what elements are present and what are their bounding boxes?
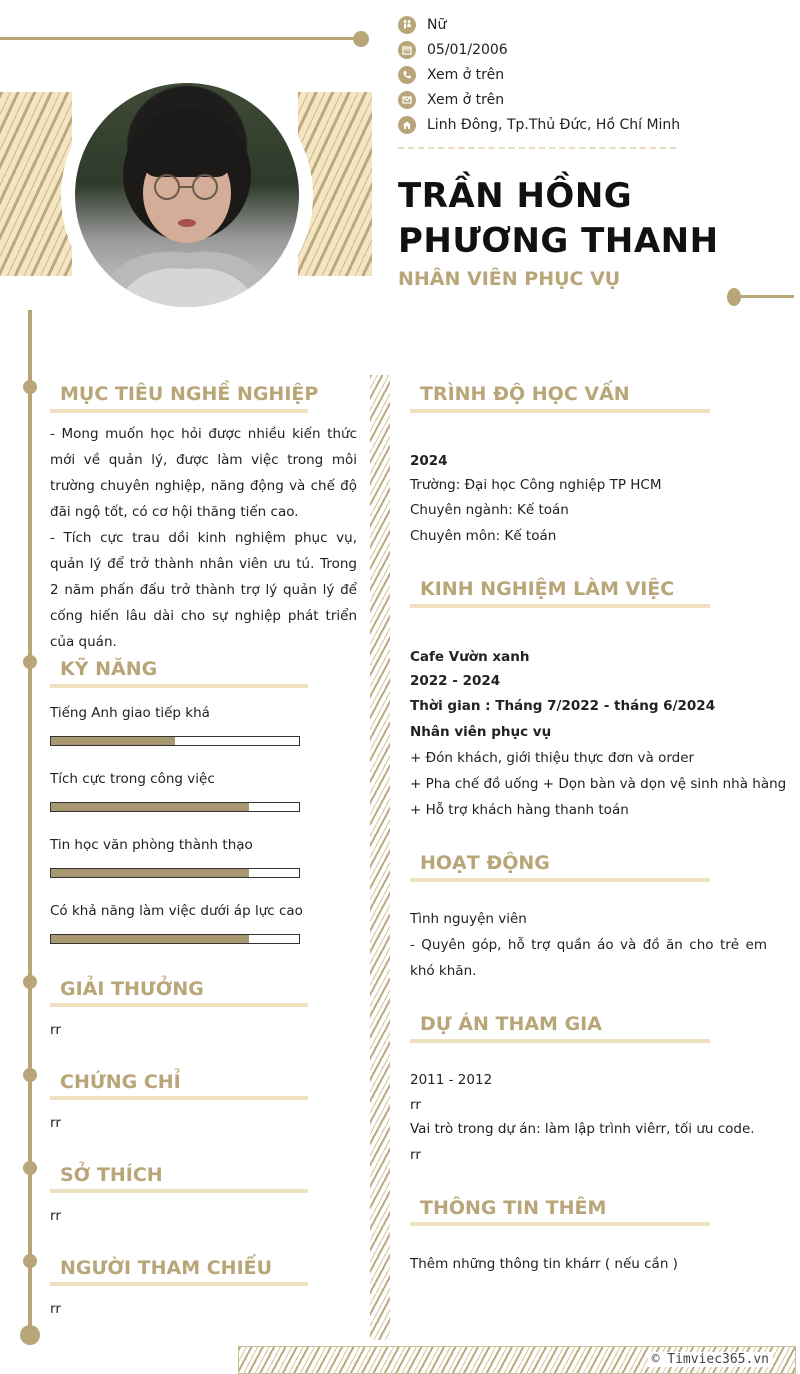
objective-paragraph-2: - Tích cực trau dồi kinh nghiệm phục vụ, quản lý để trở thành nhân viên ưu tú. Trong 2 năm phấn đấu trở thành trợ lý quản lý để cống hiến lâu dài cho sự nghiệp phát triển của quán. (50, 530, 357, 650)
activities-line-1: Tình nguyện viên (410, 911, 527, 927)
contact-address-text: Linh Đông, Tp.Thủ Đức, Hồ Chí Minh (427, 117, 681, 133)
activities-underline (410, 878, 710, 882)
column-divider (370, 375, 390, 1340)
skill-bar (50, 736, 300, 746)
home-icon (398, 116, 416, 134)
experience-duty-3: + Hỗ trợ khách hàng thanh toán (410, 802, 629, 818)
experience-duty-2: + Pha chế đồ uống + Dọn bàn và dọn vệ sinh nhà hàng (410, 776, 787, 792)
projects-years: 2011 - 2012 (410, 1072, 493, 1088)
references-underline (50, 1282, 308, 1286)
skill-bar (50, 802, 300, 812)
experience-position: Nhân viên phục vụ (410, 724, 552, 740)
contact-gender-text: Nữ (427, 17, 447, 33)
skill-bar-fill (51, 869, 249, 877)
experience-company: Cafe Vườn xanh (410, 649, 530, 665)
gender-icon (398, 16, 416, 34)
skill-label: Tiếng Anh giao tiếp khá (50, 705, 210, 721)
projects-title: DỰ ÁN THAM GIA (420, 1013, 602, 1035)
hobbies-underline (50, 1189, 308, 1193)
activities-title: HOẠT ĐỘNG (420, 852, 550, 874)
skills-underline (50, 684, 308, 688)
envelope-icon (398, 91, 416, 109)
objective-title: MỤC TIÊU NGHỀ NGHIỆP (60, 383, 319, 405)
experience-years: 2022 - 2024 (410, 673, 501, 689)
references-text: rr (50, 1301, 61, 1317)
timeline-dot-references (23, 1254, 37, 1268)
phone-icon (398, 66, 416, 84)
more-info-text: Thêm những thông tin khárr ( nếu cần ) (410, 1256, 678, 1272)
portrait-illustration (75, 83, 299, 307)
more-info-underline (410, 1222, 710, 1226)
skills-title: KỸ NĂNG (60, 658, 158, 680)
timeline-dot-certificates (23, 1068, 37, 1082)
experience-title: KINH NGHIỆM LÀM VIỆC (420, 578, 675, 600)
certificates-underline (50, 1096, 308, 1100)
references-title: NGƯỜI THAM CHIẾU (60, 1257, 273, 1279)
timeline-dot-objective (23, 380, 37, 394)
skill-label: Tin học văn phòng thành thạo (50, 837, 253, 853)
objective-underline (50, 409, 308, 413)
profile-photo (75, 83, 299, 307)
experience-duty-1: + Đón khách, giới thiệu thực đơn và order (410, 750, 695, 766)
projects-underline (410, 1039, 710, 1043)
name-line-1: TRẦN HỒNG (398, 176, 633, 216)
education-underline (410, 409, 710, 413)
timeline-dot-skills (23, 655, 37, 669)
more-info-title: THÔNG TIN THÊM (420, 1197, 607, 1219)
projects-role: Vai trò trong dự án: làm lập trình viêrr, tối ưu code. (410, 1121, 755, 1137)
projects-line-2: rr (410, 1147, 421, 1163)
header-top-line (0, 37, 354, 40)
calendar-icon (398, 41, 416, 59)
activities-line-2: - Quyên góp, hỗ trợ quần áo và đồ ăn cho trẻ em khó khăn. (410, 937, 767, 979)
contact-phone (398, 65, 504, 85)
footer-watermark: © Timviec365.vn (648, 1352, 773, 1367)
education-major: Chuyên ngành: Kế toán (410, 502, 569, 518)
timeline-end-dot (20, 1325, 40, 1345)
contact-divider (398, 147, 676, 149)
education-title: TRÌNH ĐỘ HỌC VẤN (420, 383, 630, 405)
footer-band (238, 1346, 796, 1374)
awards-underline (50, 1003, 308, 1007)
projects-line-1: rr (410, 1097, 421, 1113)
education-specialty: Chuyên môn: Kế toán (410, 528, 557, 544)
contact-email (398, 90, 504, 110)
header-top-dot (353, 31, 369, 47)
skill-bar (50, 934, 300, 944)
skill-bar-fill (51, 803, 249, 811)
certificates-text: rr (50, 1115, 61, 1131)
certificates-title: CHỨNG CHỈ (60, 1071, 181, 1093)
timeline-dot-hobbies (23, 1161, 37, 1175)
education-school: Trường: Đại học Công nghiệp TP HCM (410, 477, 662, 493)
contact-dob (398, 40, 508, 60)
contact-gender (398, 15, 446, 35)
awards-text: rr (50, 1022, 61, 1038)
contact-address (398, 115, 680, 135)
header-right-line (738, 295, 794, 298)
skill-bar-fill (51, 935, 249, 943)
timeline-dot-awards (23, 975, 37, 989)
skill-label: Tích cực trong công việc (50, 771, 215, 787)
objective-paragraph-1: - Mong muốn học hỏi được nhiều kiến thức mới về quản lý, được làm việc trong môi trường chuyên nghiệp, năng động và chế độ đãi ngộ tốt, có cơ hội thăng tiến cao. (50, 426, 357, 520)
contact-email-text: Xem ở trên (427, 92, 505, 108)
skill-label: Có khả năng làm việc dưới áp lực cao (50, 903, 303, 919)
hobbies-text: rr (50, 1208, 61, 1224)
hobbies-title: SỞ THÍCH (60, 1164, 163, 1186)
name-line-2: PHƯƠNG THANH (398, 221, 719, 261)
experience-period: Thời gian : Tháng 7/2022 - tháng 6/2024 (410, 698, 716, 714)
contact-dob-text: 05/01/2006 (427, 42, 508, 58)
skill-bar (50, 868, 300, 878)
education-year: 2024 (410, 453, 448, 469)
skill-bar-fill (51, 737, 175, 745)
awards-title: GIẢI THƯỞNG (60, 978, 204, 1000)
job-title: NHÂN VIÊN PHỤC VỤ (398, 268, 621, 290)
contact-phone-text: Xem ở trên (427, 67, 505, 83)
experience-underline (410, 604, 710, 608)
timeline-line (28, 310, 32, 1332)
profile-photo-frame (61, 70, 313, 322)
